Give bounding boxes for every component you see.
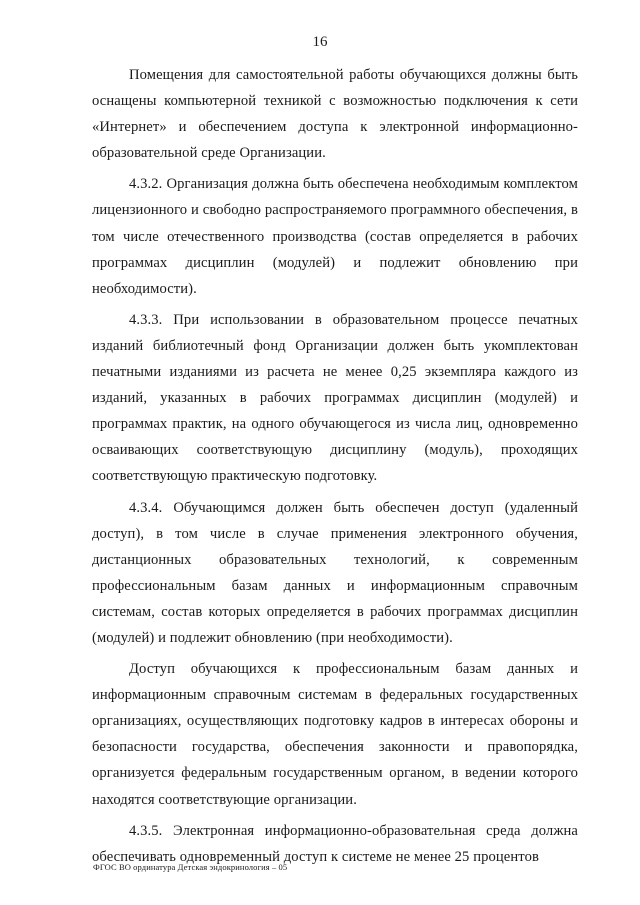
page-footer: ФГОС ВО ординатура Детская эндокринология – 05	[93, 862, 288, 872]
paragraph-access: Доступ обучающихся к профессиональным базам данных и информационным справочным системам в федеральных государственных организациях, осуществляющих подготовку кадров в интересах обороны и безопасности государства, обеспечения законности и правопорядка, организуется федеральным государственным органом, в ведении которого находятся соответствующие организации.	[92, 661, 578, 808]
document-body	[92, 62, 578, 875]
paragraph-4-3-2: 4.3.2. Организация должна быть обеспечена необходимым комплектом лицензионного и свободно распространяемого программного обеспечения, в том числе отечественного производства (состав определяется в рабочих программах дисциплин (модулей) и подлежит обновлению при необходимости).	[92, 176, 578, 297]
paragraph-premises: Помещения для самостоятельной работы обучающихся должны быть оснащены компьютерной техникой с возможностью подключения к сети «Интернет» и обеспечением доступа к электронной информационно-образовательной среде Организации.	[92, 67, 578, 162]
paragraph-4-3-3: 4.3.3. При использовании в образовательном процессе печатных изданий библиотечный фонд Организации должен быть укомплектован печатными изданиями из расчета не менее 0,25 экземпляра каждого из изданий, указанных в рабочих программах дисциплин (модулей) и программах практик, на одного обучающегося из числа лиц, одновременно осваивающих соответствующую дисциплину (модуль), проходящих соответствующую практическую подготовку.	[92, 311, 578, 485]
paragraph-4-3-5: 4.3.5. Электронная информационно-образовательная среда должна обеспечивать одновременный доступ к системе не менее 25 процентов	[92, 822, 578, 865]
page-number: 16	[312, 34, 328, 50]
paragraph-4-3-4: 4.3.4. Обучающимся должен быть обеспечен доступ (удаленный доступ), в том числе в случае применения электронного обучения, дистанционных образовательных технологий, к современным профессиональным базам данных и информационным справочным системам, состав которых определяется в рабочих программах дисциплин (модулей) и подлежит обновлению (при необходимости).	[92, 499, 578, 646]
